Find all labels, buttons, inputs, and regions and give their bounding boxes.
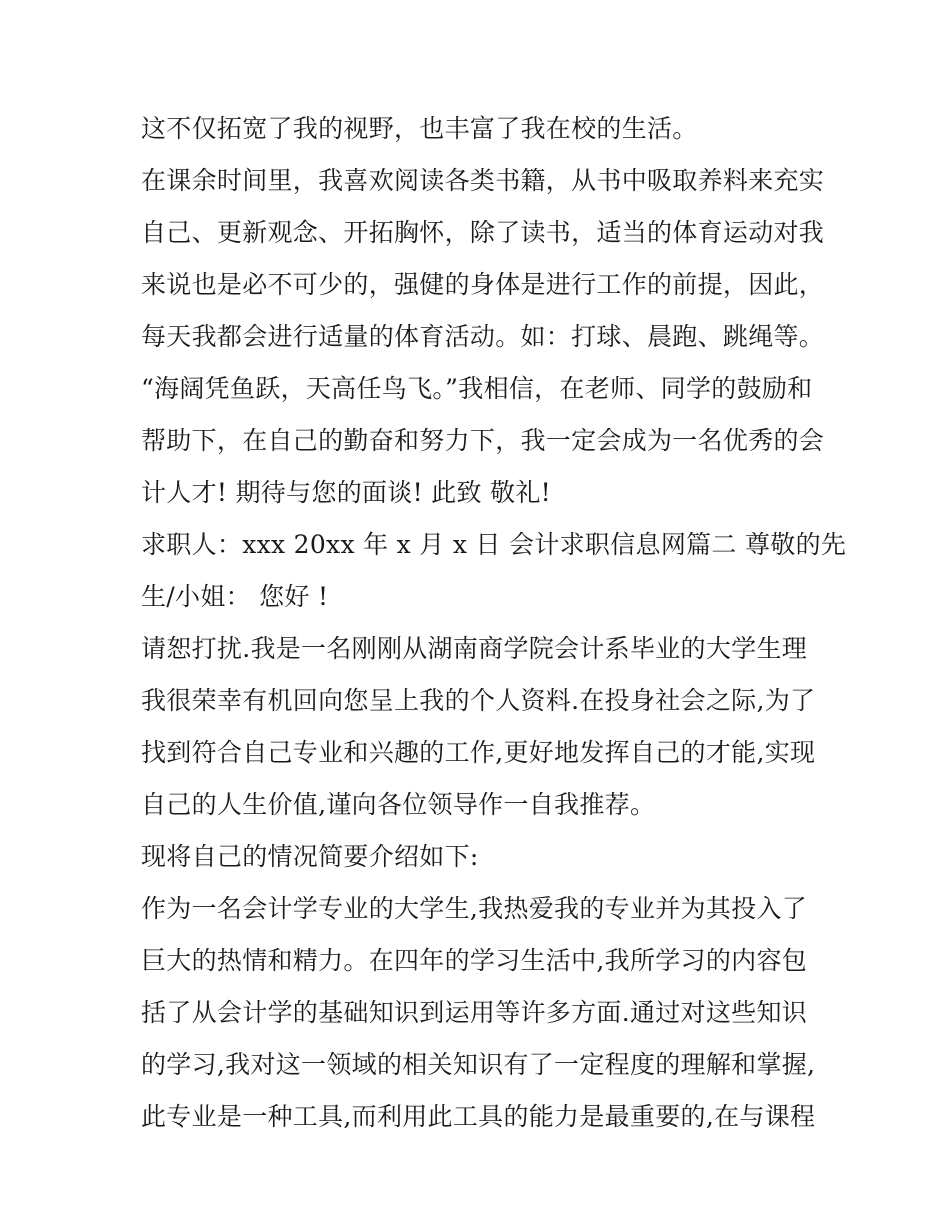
- text-line: 自己的人生价值,谨向各位领导作一自我推荐。: [141, 790, 656, 819]
- text-line: 计人才! 期待与您的面谈! 此致 敬礼!: [141, 478, 551, 507]
- text-line: 作为一名会计学专业的大学生,我热爱我的专业并为其投入了: [141, 894, 808, 923]
- text-line: “海阔凭鱼跃，天高任鸟飞。”我相信，在老师、同学的鼓励和: [141, 374, 813, 403]
- text-line: 这不仅拓宽了我的视野，也丰富了我在校的生活。: [141, 114, 698, 143]
- text-line: 自己、更新观念、开拓胸怀，除了读书，适当的体育运动对我: [141, 218, 825, 247]
- text-line: 求职人：xxx 20xx 年 x 月 x 日 会计求职信息网篇二 尊敬的先: [141, 530, 847, 559]
- text-line: 生/小姐： 您好 !: [141, 582, 329, 611]
- text-line: 括了从会计学的基础知识到运用等许多方面.通过对这些知识: [141, 998, 808, 1027]
- text-line: 每天我都会进行适量的体育活动。如：打球、晨跑、跳绳等。: [141, 322, 825, 351]
- text-line: 来说也是必不可少的，强健的身体是进行工作的前提，因此，: [141, 270, 825, 299]
- text-line: 此专业是一种工具,而利用此工具的能力是最重要的,在与课程: [141, 1102, 816, 1131]
- text-line: 巨大的热情和精力。在四年的学习生活中,我所学习的内容包: [141, 946, 808, 975]
- text-line: 请恕打扰.我是一名刚刚从湖南商学院会计系毕业的大学生理: [141, 634, 808, 663]
- text-line: 现将自己的情况简要介绍如下:: [141, 842, 479, 871]
- text-line: 在课余时间里，我喜欢阅读各类书籍，从书中吸取养料来充实: [141, 166, 825, 195]
- text-line: 找到符合自己专业和兴趣的工作,更好地发挥自己的才能,实现: [141, 738, 816, 767]
- text-line: 帮助下，在自己的勤奋和努力下，我一定会成为一名优秀的会: [141, 426, 825, 455]
- document-body: [141, 108, 847, 1148]
- text-line: 的学习,我对这一领域的相关知识有了一定程度的理解和掌握,: [141, 1050, 816, 1079]
- text-line: 我很荣幸有机回向您呈上我的个人资料.在投身社会之际,为了: [141, 686, 816, 715]
